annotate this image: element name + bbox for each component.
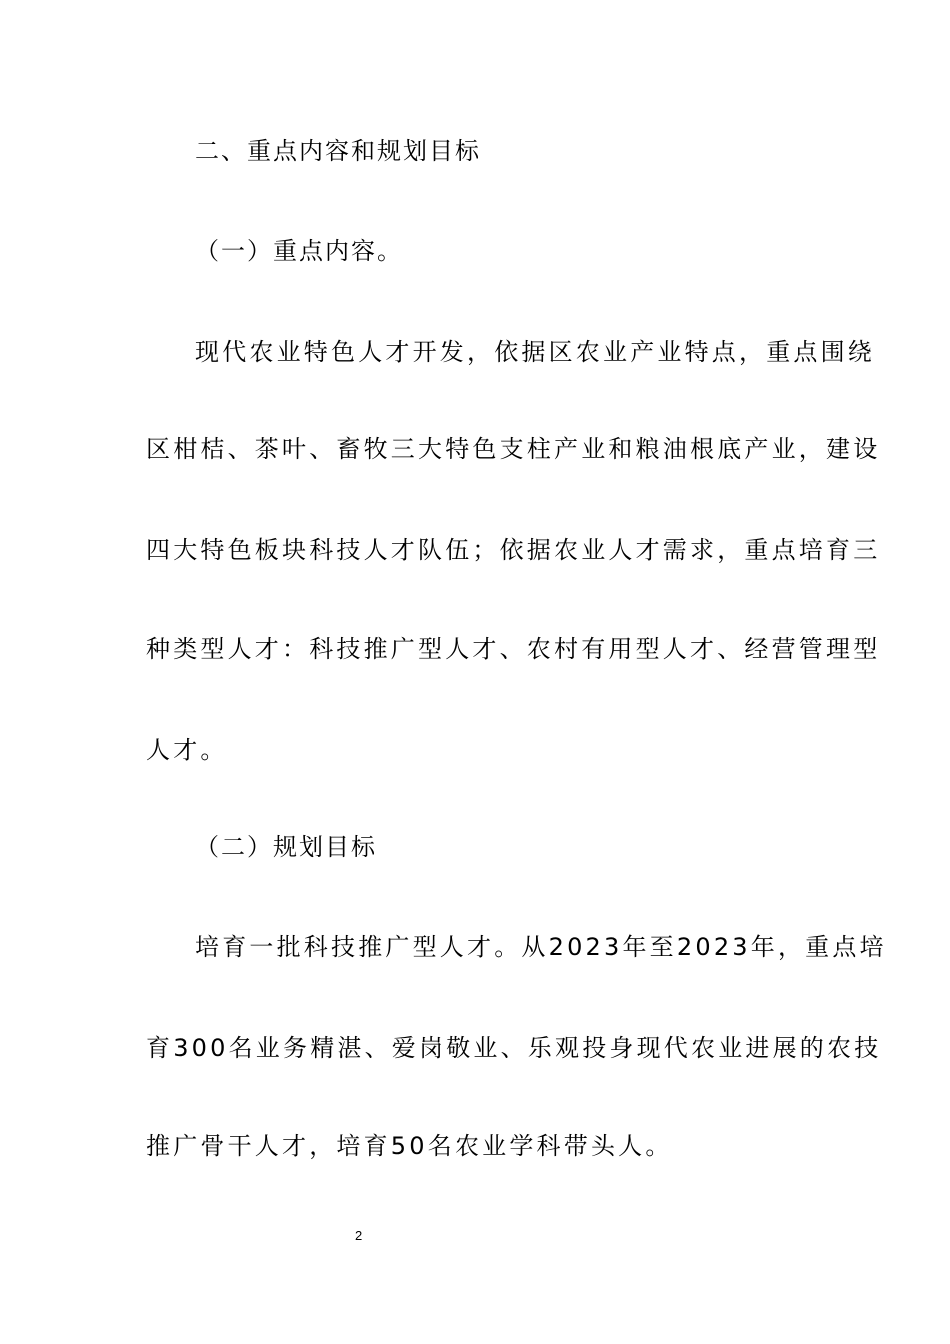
subsection-2-title: （二）规划目标	[195, 833, 377, 861]
paragraph-1-line-1: 现代农业特色人才开发，依据区农业产业特点，重点围绕	[195, 338, 875, 366]
paragraph-1-line-2: 区柑桔、茶叶、畜牧三大特色支柱产业和粮油根底产业，建设	[146, 435, 881, 463]
paragraph-2-line-1: 培育一批科技推广型人才。从2023年至2023年，重点培	[195, 933, 887, 961]
paragraph-2-line-3: 推广骨干人才，培育50名农业学科带头人。	[146, 1132, 673, 1160]
subsection-1-title: （一）重点内容。	[195, 237, 403, 265]
paragraph-1-line-5: 人才。	[146, 736, 228, 764]
page-number: 2	[355, 1228, 363, 1243]
section-title: 二、重点内容和规划目标	[195, 137, 481, 165]
paragraph-2-line-2: 育300名业务精湛、爱岗敬业、乐观投身现代农业进展的农技	[146, 1034, 882, 1062]
paragraph-1-line-3: 四大特色板块科技人才队伍；依据农业人才需求，重点培育三	[146, 536, 881, 564]
paragraph-1-line-4: 种类型人才：科技推广型人才、农村有用型人才、经营管理型	[146, 635, 881, 663]
